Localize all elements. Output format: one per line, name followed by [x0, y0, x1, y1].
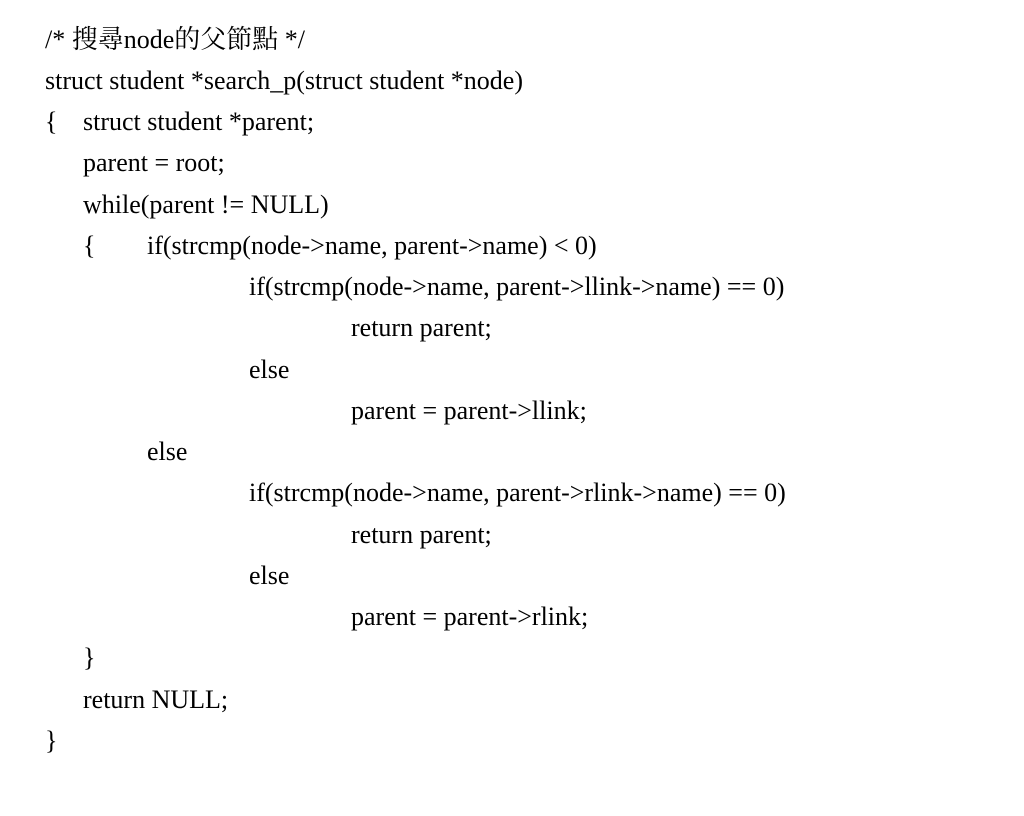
close-brace: }: [45, 726, 58, 755]
close-brace: }: [83, 643, 96, 672]
code-statement: if(strcmp(node->name, parent->name) < 0): [147, 231, 597, 260]
code-line-18: [0, 726, 58, 816]
code-statement: parent = parent->rlink;: [351, 602, 589, 631]
code-statement: if(strcmp(node->name, parent->llink->name) == 0): [249, 272, 785, 301]
open-brace: {: [83, 231, 96, 260]
code-statement: return NULL;: [83, 685, 229, 714]
code-statement: else: [147, 437, 188, 466]
code-comment: /* 搜尋node的父節點 */: [45, 25, 305, 54]
code-statement: while(parent != NULL): [83, 190, 329, 219]
function-signature: struct student *search_p(struct student *node): [45, 66, 523, 95]
code-statement: else: [249, 355, 290, 384]
code-statement: return parent;: [351, 520, 492, 549]
code-statement: return parent;: [351, 313, 492, 342]
code-statement: else: [249, 561, 290, 590]
code-statement: parent = parent->llink;: [351, 396, 587, 425]
code-statement: struct student *parent;: [83, 107, 315, 136]
open-brace: {: [45, 107, 58, 136]
code-statement: parent = root;: [83, 148, 225, 177]
code-statement: if(strcmp(node->name, parent->rlink->name) == 0): [249, 478, 786, 507]
